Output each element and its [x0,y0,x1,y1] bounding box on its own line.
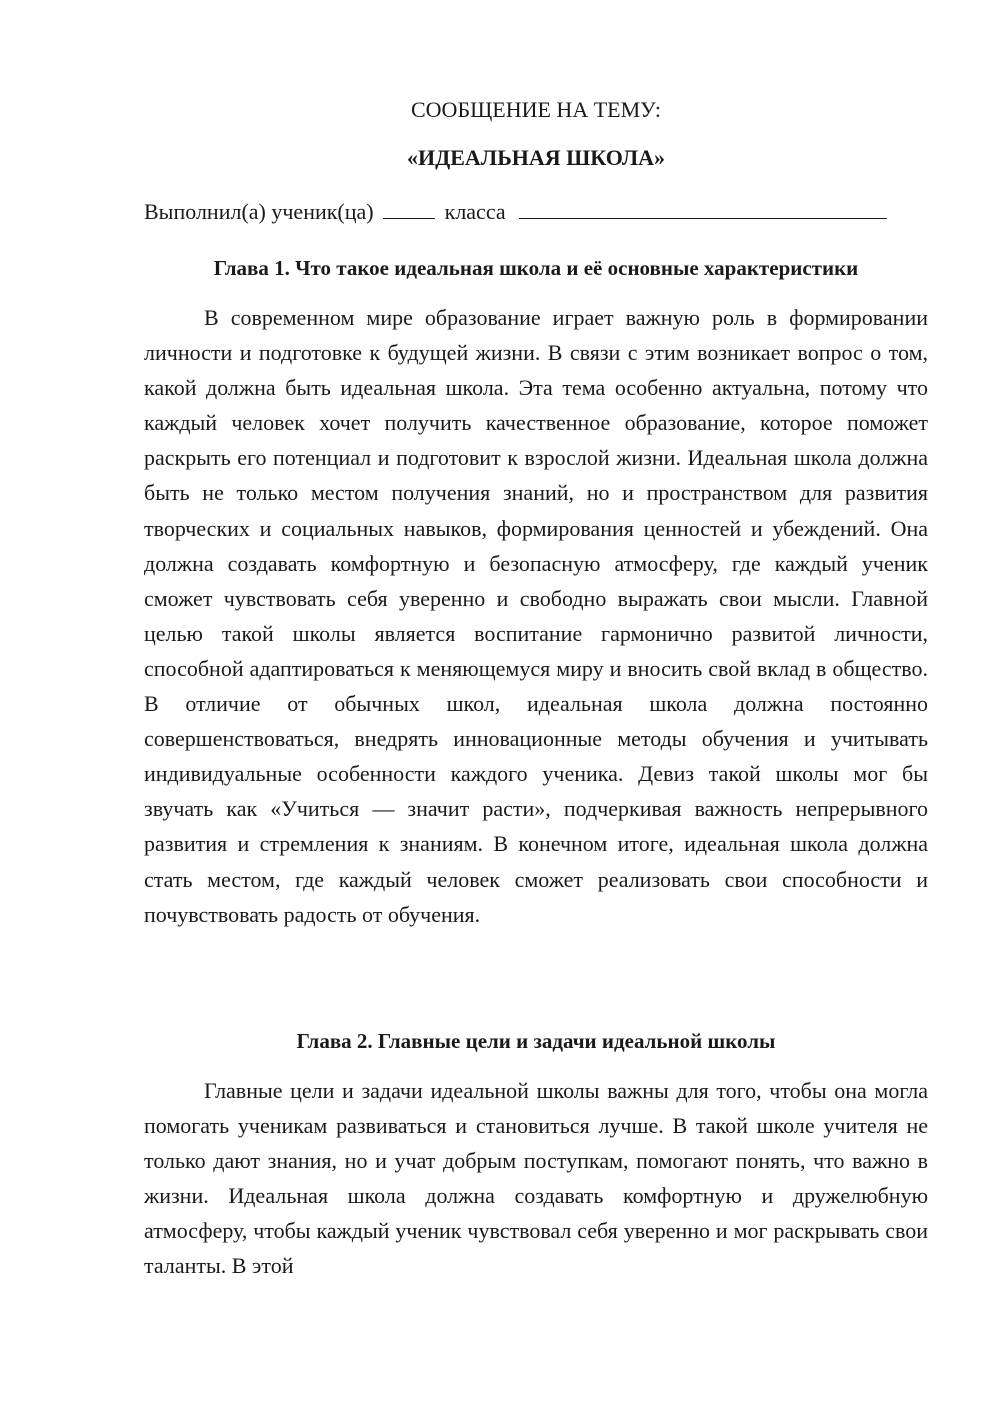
chapter-2-text: Главные цели и задачи идеальной школы важны для того, чтобы она могла помогать ученикам развиваться и становиться лучше. В такой школе учителя не только дают знания, но и учат добрым поступкам, помогают понять, что важно в жизни. Идеальная школа должна создавать комфортную и дружелюбную атмосферу, чтобы каждый ученик чувствовал себя уверенно и мог раскрывать свои таланты. В этой [144,1078,928,1279]
name-blank [519,198,887,219]
author-prefix: Выполнил(а) ученик(ца) [144,199,374,224]
document-title-line-1: СООБЩЕНИЕ НА ТЕМУ: [411,97,661,122]
chapter-2-heading: Глава 2. Главные цели и задачи идеальной школы [296,1029,776,1053]
chapter-1-text: В современном мире образование играет важную роль в формировании личности и подготовке к будущей жизни. В связи с этим возникает вопрос о том, какой должна быть идеальная школа. Эта тема особенно актуальна, потому что каждый человек хочет получить качественное образование, которое поможет раскрыть его потенциал и подготовит к взрослой жизни. Идеальная школа должна быть не только местом получения знаний, но и пространством для развития творческих и социальных навыков, формирования ценностей и убеждений. Она должна создавать комфортную и безопасную атмосферу, где каждый ученик сможет чувствовать себя уверенно и свободно выражать свои мысли. Главной целью такой школы является воспитание гармонично развитой личности, способной адаптироваться к меняющемуся миру и вносить свой вклад в общество. В отличие от обычных школ, идеальная школа должна постоянно совершенствоваться, внедрять инновационные методы обучения и учитывать индивидуальные особенности каждого ученика. Девиз такой школы мог бы звучать как «Учиться — значит расти», подчеркивая важность непрерывного развития и стремления к знаниям. В конечном итоге, идеальная школа должна стать местом, где каждый человек сможет реализовать свои способности и почувствовать радость от обучения. [144,305,928,927]
document-title-line-2: «ИДЕАЛЬНАЯ ШКОЛА» [407,145,665,170]
chapter-1-heading: Глава 1. Что такое идеальная школа и её основные характеристики [213,256,859,280]
author-line [144,197,928,227]
grade-blank [383,198,435,219]
author-class-label: класса [444,199,506,224]
